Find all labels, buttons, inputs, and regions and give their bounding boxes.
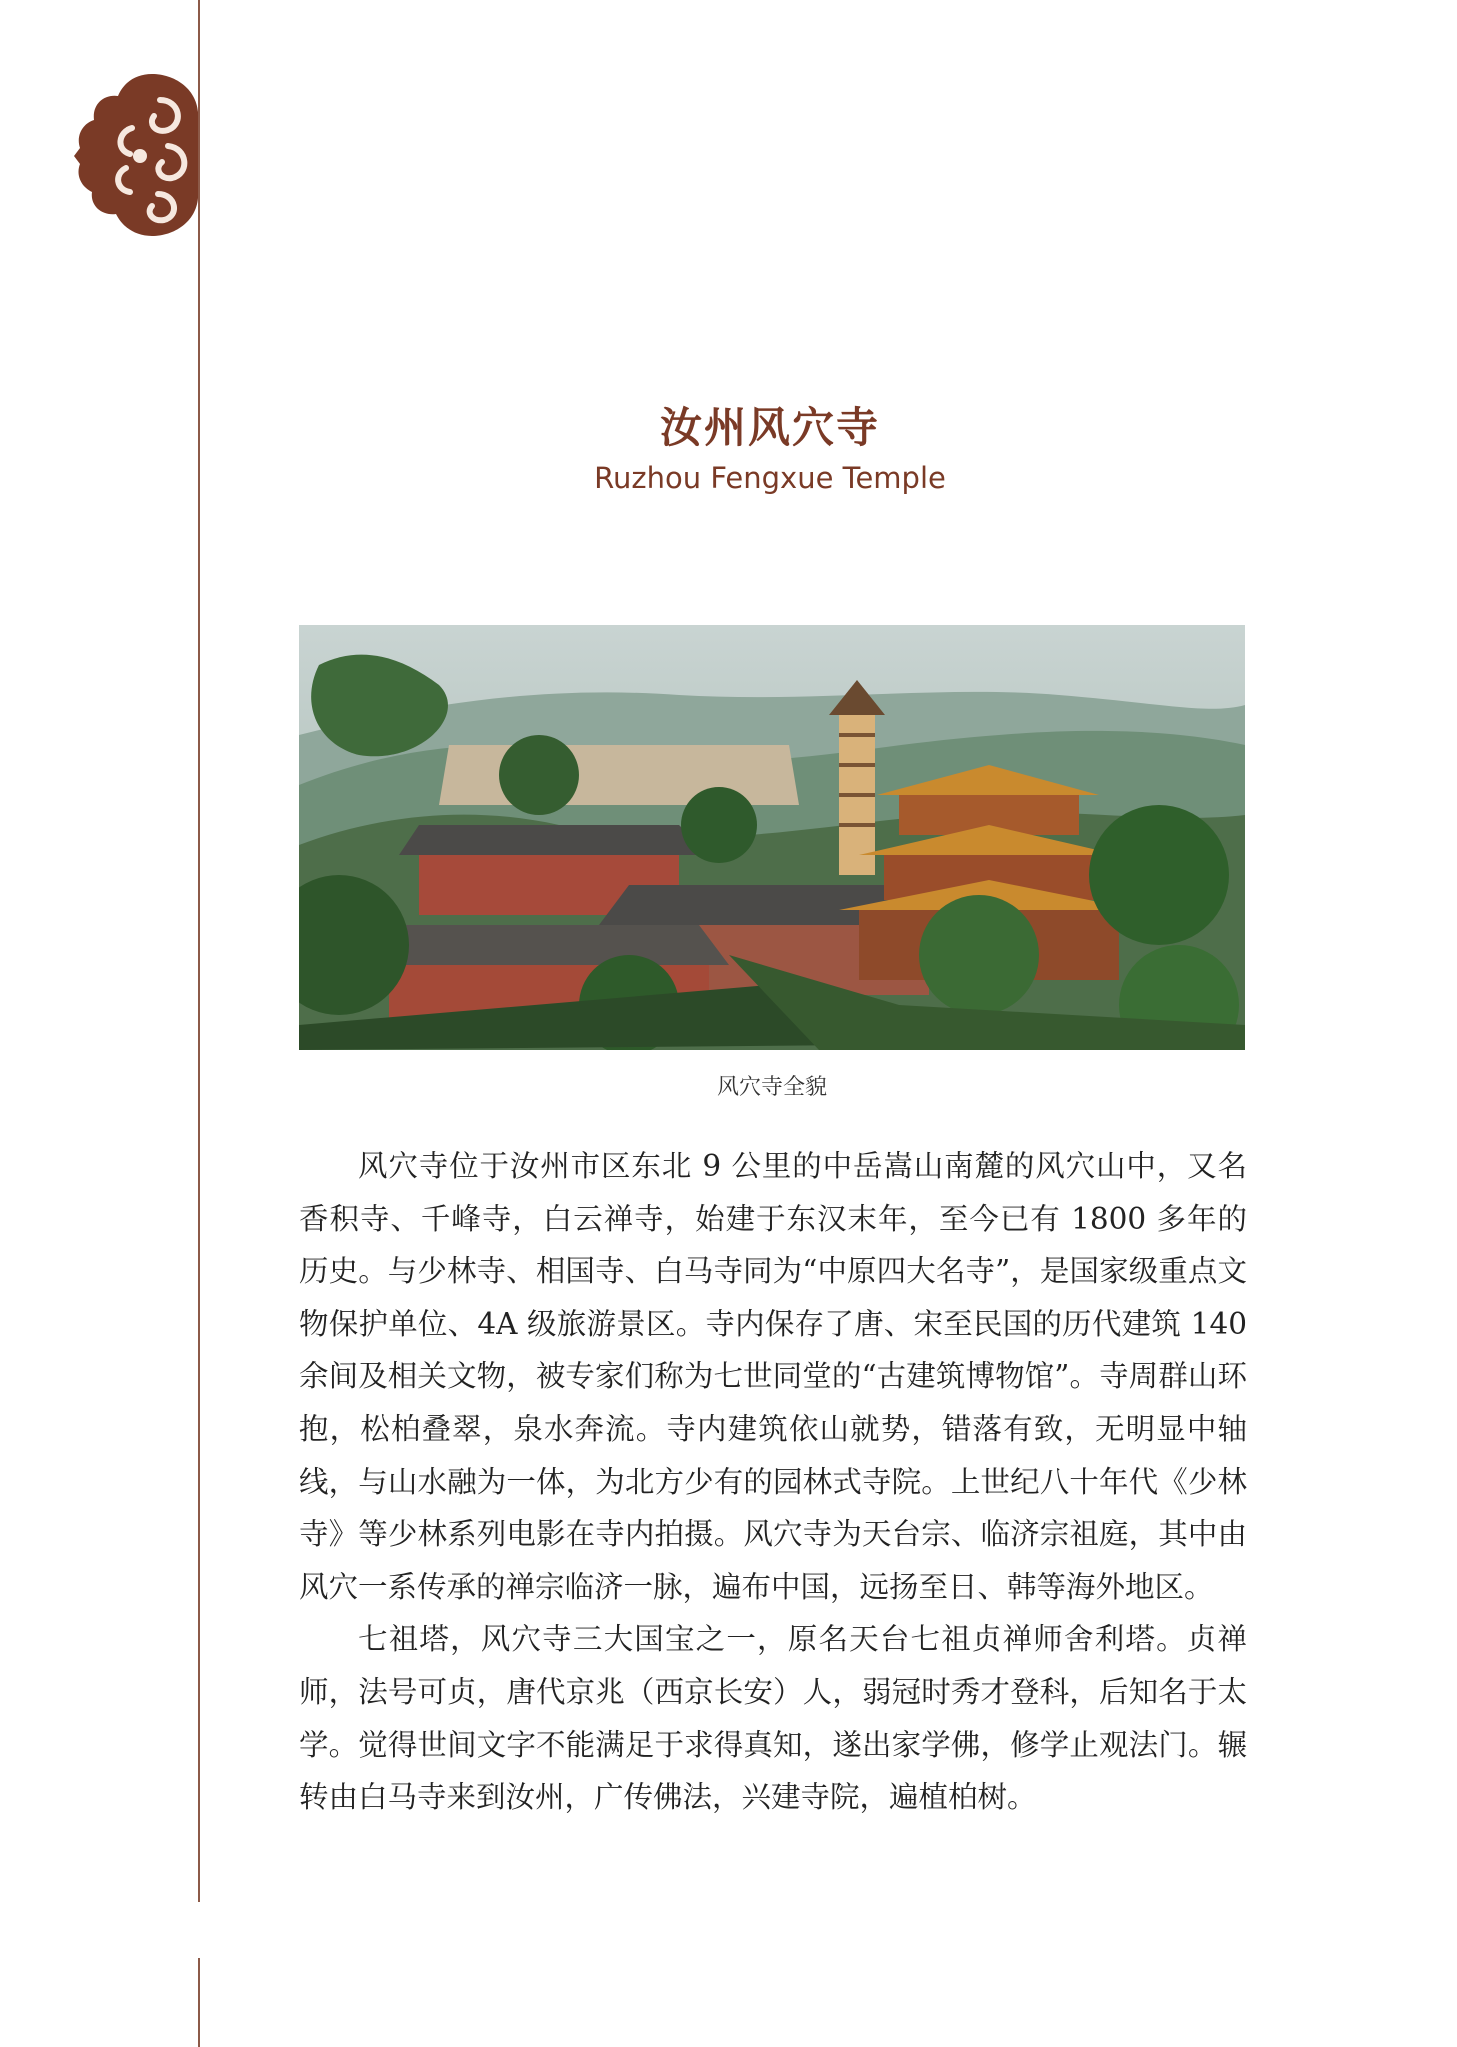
temple-panorama-photo xyxy=(299,625,1245,1050)
paragraph-1: 风穴寺位于汝州市区东北 9 公里的中岳嵩山南麓的风穴山中，又名香积寺、千峰寺，白云禅寺，始建于东汉末年，至今已有 1800 多年的历史。与少林寺、相国寺、白马寺同为“中原四大名寺”，是国家级重点文物保护单位、4A 级旅游景区。寺内保存了唐、宋至民国的历代建筑 140 余间及相关文物，被专家们称为七世同堂的“古建筑博物馆”。寺周群山环抱，松柏叠翠，泉水奔流。寺内建筑依山就势，错落有致，无明显中轴线，与山水融为一体，为北方少有的园林式寺院。上世纪八十年代《少林寺》等少林系列电影在寺内拍摄。风穴寺为天台宗、临济宗祖庭，其中由风穴一系传承的禅宗临济一脉，遍布中国，远扬至日、韩等海外地区。 xyxy=(299,1149,1247,1604)
cloud-scroll-icon xyxy=(72,70,202,240)
photo-caption: 风穴寺全貌 xyxy=(716,1075,827,1100)
margin-rule xyxy=(198,0,200,1902)
margin-rule-lower xyxy=(198,1958,200,2047)
page-title: 汝州风穴寺 xyxy=(659,403,880,452)
paragraph-2: 七祖塔，风穴寺三大国宝之一，原名天台七祖贞禅师舍利塔。贞禅师，法号可贞，唐代京兆（西京长安）人，弱冠时秀才登科，后知名于太学。觉得世间文字不能满足于求得真知，遂出家学佛，修学止观法门。辗转由白马寺来到汝州，广传佛法，兴建寺院，遍植柏树。 xyxy=(299,1622,1247,1815)
page-subtitle: Ruzhou Fengxue Temple xyxy=(594,461,946,495)
article-body xyxy=(299,1140,1247,1824)
